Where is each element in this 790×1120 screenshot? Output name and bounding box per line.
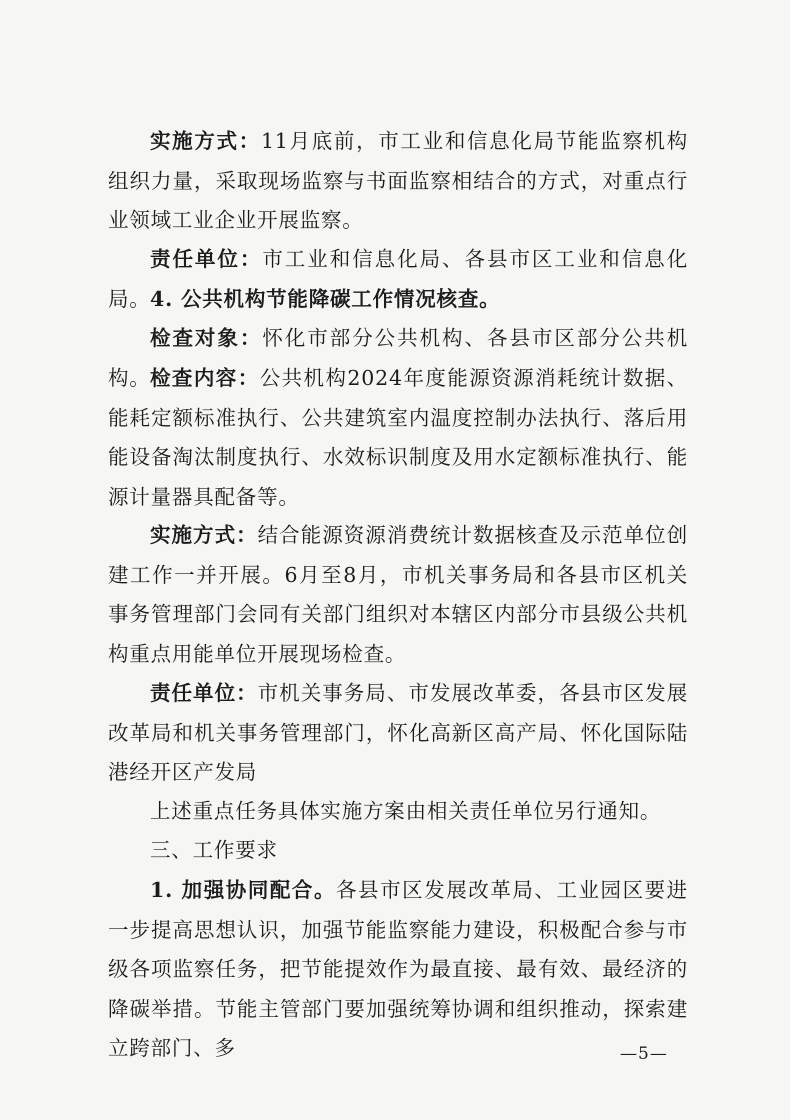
label-responsible-1: 责任单位： xyxy=(150,247,263,271)
label-implementation-1: 实施方式： xyxy=(150,129,261,153)
text-responsible-2: 市机关事务局、市发展改革委，各县市区发展改革局和机关事务管理部门，怀化高新区高产局、怀化国际陆港经开区产发局 xyxy=(108,681,689,785)
text-coordination: 各县市区发展改革局、工业园区要进一步提高思想认识，加强节能监察能力建设，积极配合参与市级各项监察任务，把节能提效作为最直接、最有效、最经济的降碳举措。节能主管部门要加强统筹协调和组织推动，探索建立跨部门、多 xyxy=(108,878,688,1061)
text-inspection-content: 公共机构2024年度能源资源消耗统计数据、能耗定额标准执行、公共建筑室内温度控制办法执行、落后用能设备淘汰制度执行、水效标识制度及用水定额标准执行、能源计量器具配备等。 xyxy=(108,366,688,509)
heading-4-text: 4. 公共机构节能降碳工作情况核查。 xyxy=(150,287,501,311)
heading-three-text: 三、工作要求 xyxy=(150,838,278,862)
label-implementation-2: 实施方式： xyxy=(150,523,258,547)
label-responsible-2: 责任单位： xyxy=(150,681,258,705)
paragraph-implementation-2 xyxy=(108,516,688,674)
paragraph-notice xyxy=(108,792,688,832)
section-heading-4 xyxy=(108,280,688,320)
section-heading-three xyxy=(108,831,688,871)
text-implementation-2: 结合能源资源消费统计数据核查及示范单位创建工作一并开展。6月至8月，市机关事务局和各县市区机关事务管理部门会同有关部门组织对本辖区内部分市县级公共机构重点用能单位开展现场检查。 xyxy=(108,523,689,666)
text-responsible-1: 市工业和信息化局、各县市区工业和信息化局。 xyxy=(108,247,688,311)
page-number: —5— xyxy=(620,1044,668,1064)
label-inspection-content: 检查内容： xyxy=(150,366,260,390)
text-implementation-1: 11月底前，市工业和信息化局节能监察机构组织力量，采取现场监察与书面监察相结合的方式，对重点行业领域工业企业开展监察。 xyxy=(108,129,688,233)
paragraph-inspection-content xyxy=(108,359,688,517)
paragraph-coordination xyxy=(108,871,688,1069)
label-coordination: 1. 加强协同配合。 xyxy=(150,878,336,902)
text-inspection-target: 怀化市部分公共机构、各县市区部分公共机构。 xyxy=(108,326,688,390)
paragraph-implementation-1 xyxy=(108,122,688,241)
label-inspection-target: 检查对象： xyxy=(150,326,263,350)
paragraph-responsible-2 xyxy=(108,674,688,793)
text-notice: 上述重点任务具体实施方案由相关责任单位另行通知。 xyxy=(150,799,662,823)
